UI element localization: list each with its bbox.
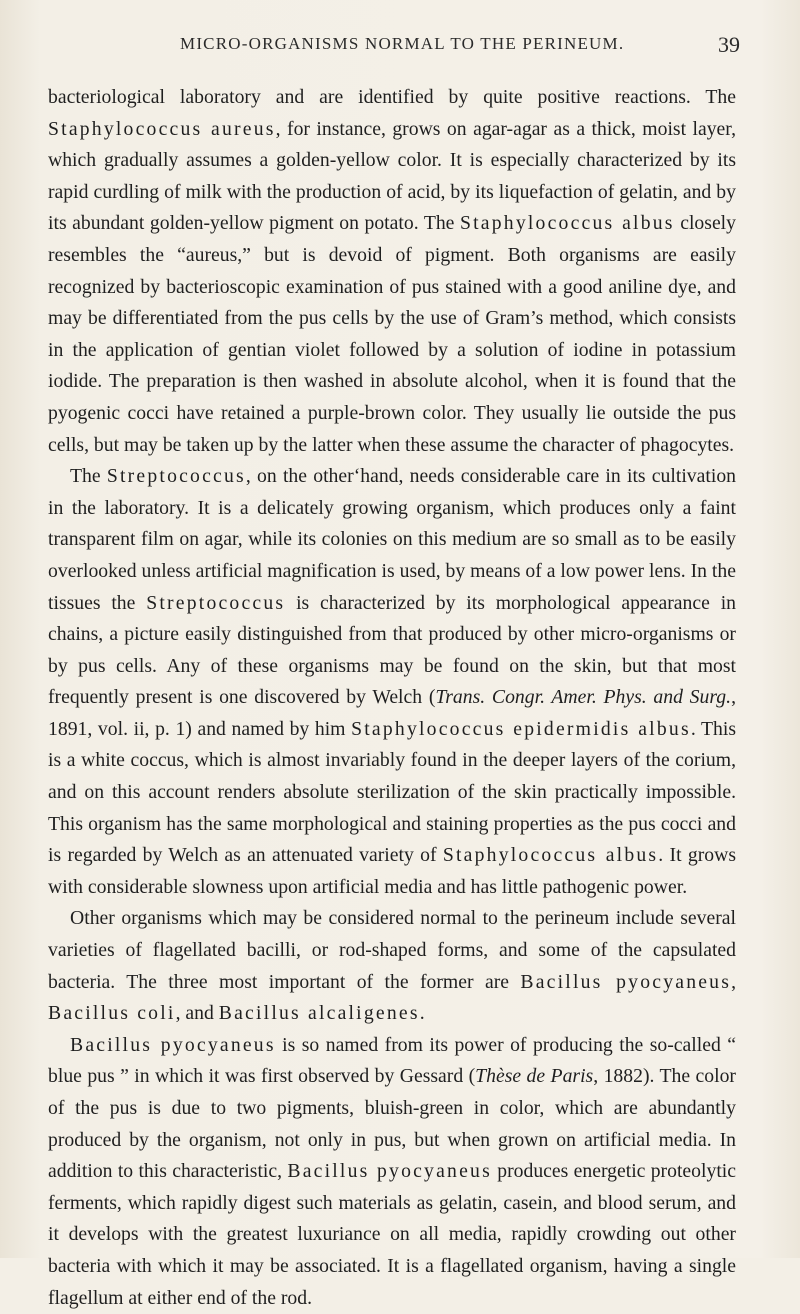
text-run: , on the otherʻhand, needs considerable care in its cultivation in the laboratory. It is a delicately growing organism, which produces only a faint transparent film on agar, while its colonies on this medium are so small as to be easily overlooked unless artificial magnification is used, by means of a low power lens. In the tissues the: [48, 465, 737, 614]
page-number: 39: [718, 32, 740, 57]
paragraph-other-organisms: [48, 903, 736, 1029]
body-text: [48, 82, 736, 1314]
organism-name: Bacillus pyocyaneus: [287, 1160, 492, 1183]
organism-name: Streptococcus: [106, 465, 246, 488]
paragraph-bacillus-pyocyaneus: [48, 1030, 736, 1314]
running-head: MICRO-ORGANISMS NORMAL TO THE PERINEUM.: [180, 34, 625, 53]
organism-name: Bacillus alcaligenes: [218, 1002, 420, 1025]
organism-name: Bacillus coli: [48, 1002, 176, 1025]
organism-name: Bacillus pyocyaneus: [520, 970, 732, 993]
text-run: , 1891, vol. ii, p. 1) and named by him: [48, 686, 736, 740]
organism-name: Staphylococcus albus: [442, 844, 659, 867]
text-run: produces energetic proteolytic ferments, which rapidly digest such materials as gelatin, casein, and blood serum, and it develops with the greatest luxuriance on all media, rapidly crowding out other bacteria with which it may be associated. It is a flagellated organism, having a single flagellum at either end of the rod.: [48, 1160, 736, 1309]
text-run: .: [419, 1002, 425, 1025]
organism-name: Staphylococcus aureus: [48, 117, 276, 140]
text-run: Other organisms which may be considered normal to the perineum include several varieties of flagellated bacilli, or rod-shaped forms, and some of the capsulated bacteria. The three most important of the former are: [48, 907, 736, 993]
paragraph-staphylococcus: [48, 82, 736, 461]
paragraph-streptococcus: [48, 461, 736, 903]
text-run: , 1882). The color of the pus is due to two pigments, bluish-green in color, which are abundantly produced by the organism, not only in pus, but when grown on artificial media. In addition to this characteristic,: [48, 1065, 736, 1183]
citation-title: Thèse de Paris: [475, 1065, 594, 1088]
page-header: [180, 34, 740, 58]
text-run: closely resembles the “aureus,” but is devoid of pigment. Both organisms are easily recognized by bacterioscopic examination of pus stained with a good aniline dye, and may be differentiated from the pus cells by the use of Gram’s method, which consists in the application of gentian violet followed by a solution of iodine in potassium iodide. The preparation is then washed in absolute alcohol, when it is found that the pyogenic cocci have retained a purple-brown color. They usually lie outside the pus cells, but may be taken up by the latter when these assume the character of phagocytes.: [48, 212, 736, 456]
text-run: , for instance, grows on agar-agar as a thick, moist layer, which gradually assumes a golden-yellow color. It is especially characterized by its rapid curdling of milk with the production of acid, by its liquefaction of gelatin, and by its abundant golden-yellow pigment on potato. The: [48, 117, 736, 235]
text-run: is so named from its power of producing the so-called “ blue pus ” in which it was first observed by Gessard (: [48, 1033, 736, 1088]
text-run: bacteriological laboratory and are identified by quite positive reactions. The: [48, 86, 736, 108]
text-run: ,: [731, 970, 737, 993]
text-run: , and: [175, 1002, 219, 1025]
organism-name: Streptococcus: [146, 591, 286, 614]
text-run: . It grows with considerable slowness upon artificial media and has little pathogenic power.: [48, 844, 736, 898]
text-run: . This is a white coccus, which is almost invariably found in the deeper layers of the corium, and on this account renders absolute sterilization of the skin practically impossible. This organism has the same morphological and staining properties as the pus cocci and is regarded by Welch as an attenuated variety of: [48, 717, 736, 867]
organism-name: Bacillus pyocyaneus: [70, 1033, 276, 1056]
text-run: The: [70, 465, 107, 488]
organism-name: Staphylococcus epidermidis albus: [351, 717, 691, 740]
organism-name: Staphylococcus albus: [459, 212, 675, 235]
text-run: is characterized by its morphological appearance in chains, a picture easily distinguished from that produced by other micro-organisms or by pus cells. Any of these organisms may be found on the skin, but that most frequently present is one discovered by Welch (: [48, 591, 737, 709]
citation-title: Trans. Congr. Amer. Phys. and Surg.: [435, 686, 732, 709]
